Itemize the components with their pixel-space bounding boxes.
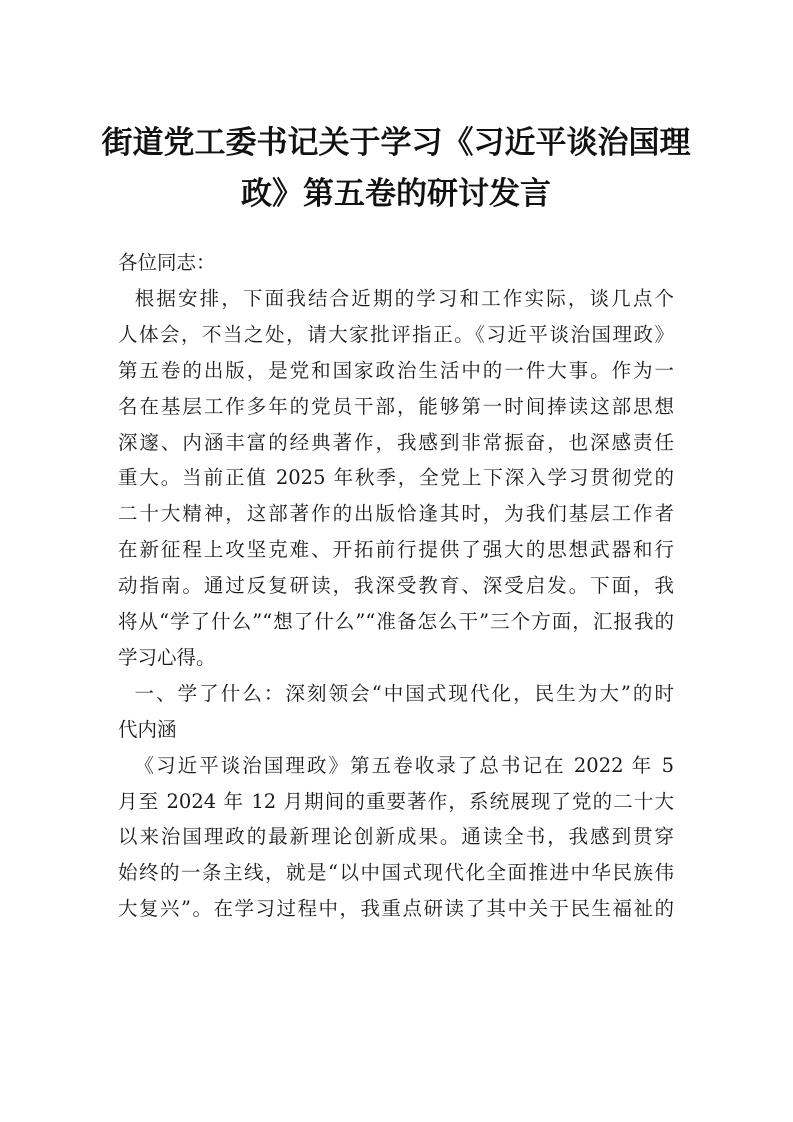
body-line: 根据安排，下面我结合近期的学习和工作实际，谈几点个 [118, 286, 674, 310]
document-title-line-1: 街道党工委书记关于学习《习近平谈治国理 [101, 125, 691, 161]
body-line: 名在基层工作多年的党员干部，能够第一时间捧读这部思想 [118, 394, 674, 418]
body-line: 大复兴”。在学习过程中，我重点研读了其中关于民生福祉的 [118, 897, 674, 921]
salutation: 各位同志： [118, 251, 216, 274]
body-line: 第五卷的出版，是党和国家政治生活中的一件大事。作为一 [118, 358, 674, 382]
body-line: 学习心得。 [118, 645, 216, 669]
section-heading-line: 一、学了什么：深刻领会“中国式现代化，民生为大”的时 [118, 681, 674, 705]
body-line: 二十大精神，这部著作的出版恰逢其时，为我们基层工作者 [118, 502, 674, 526]
body-line: 深邃、内涵丰富的经典著作，我感到非常振奋，也深感责任 [118, 430, 674, 454]
document-title-line-2: 政》第五卷的研讨发言 [241, 176, 551, 212]
body-line: 月至 2024 年 12 月期间的重要著作，系统展现了党的二十大 [118, 789, 674, 813]
body-line: 始终的一条主线，就是“以中国式现代化全面推进中华民族伟 [118, 861, 674, 885]
body-line: 将从“学了什么”“想了什么”“准备怎么干”三个方面，汇报我的 [118, 610, 674, 633]
body-line: 人体会，不当之处，请大家批评指正。《习近平谈治国理政》 [118, 322, 674, 346]
section-heading-line: 代内涵 [118, 717, 177, 741]
body-line: 重大。当前正值 2025 年秋季，全党上下深入学习贯彻党的 [118, 466, 674, 490]
body-line: 《习近平谈治国理政》第五卷收录了总书记在 2022 年 5 [118, 753, 674, 777]
body-line: 以来治国理政的最新理论创新成果。通读全书，我感到贯穿 [118, 825, 674, 849]
body-line: 动指南。通过反复研读，我深受教育、深受启发。下面，我 [118, 574, 674, 598]
body-line: 在新征程上攻坚克难、开拓前行提供了强大的思想武器和行 [118, 538, 674, 562]
